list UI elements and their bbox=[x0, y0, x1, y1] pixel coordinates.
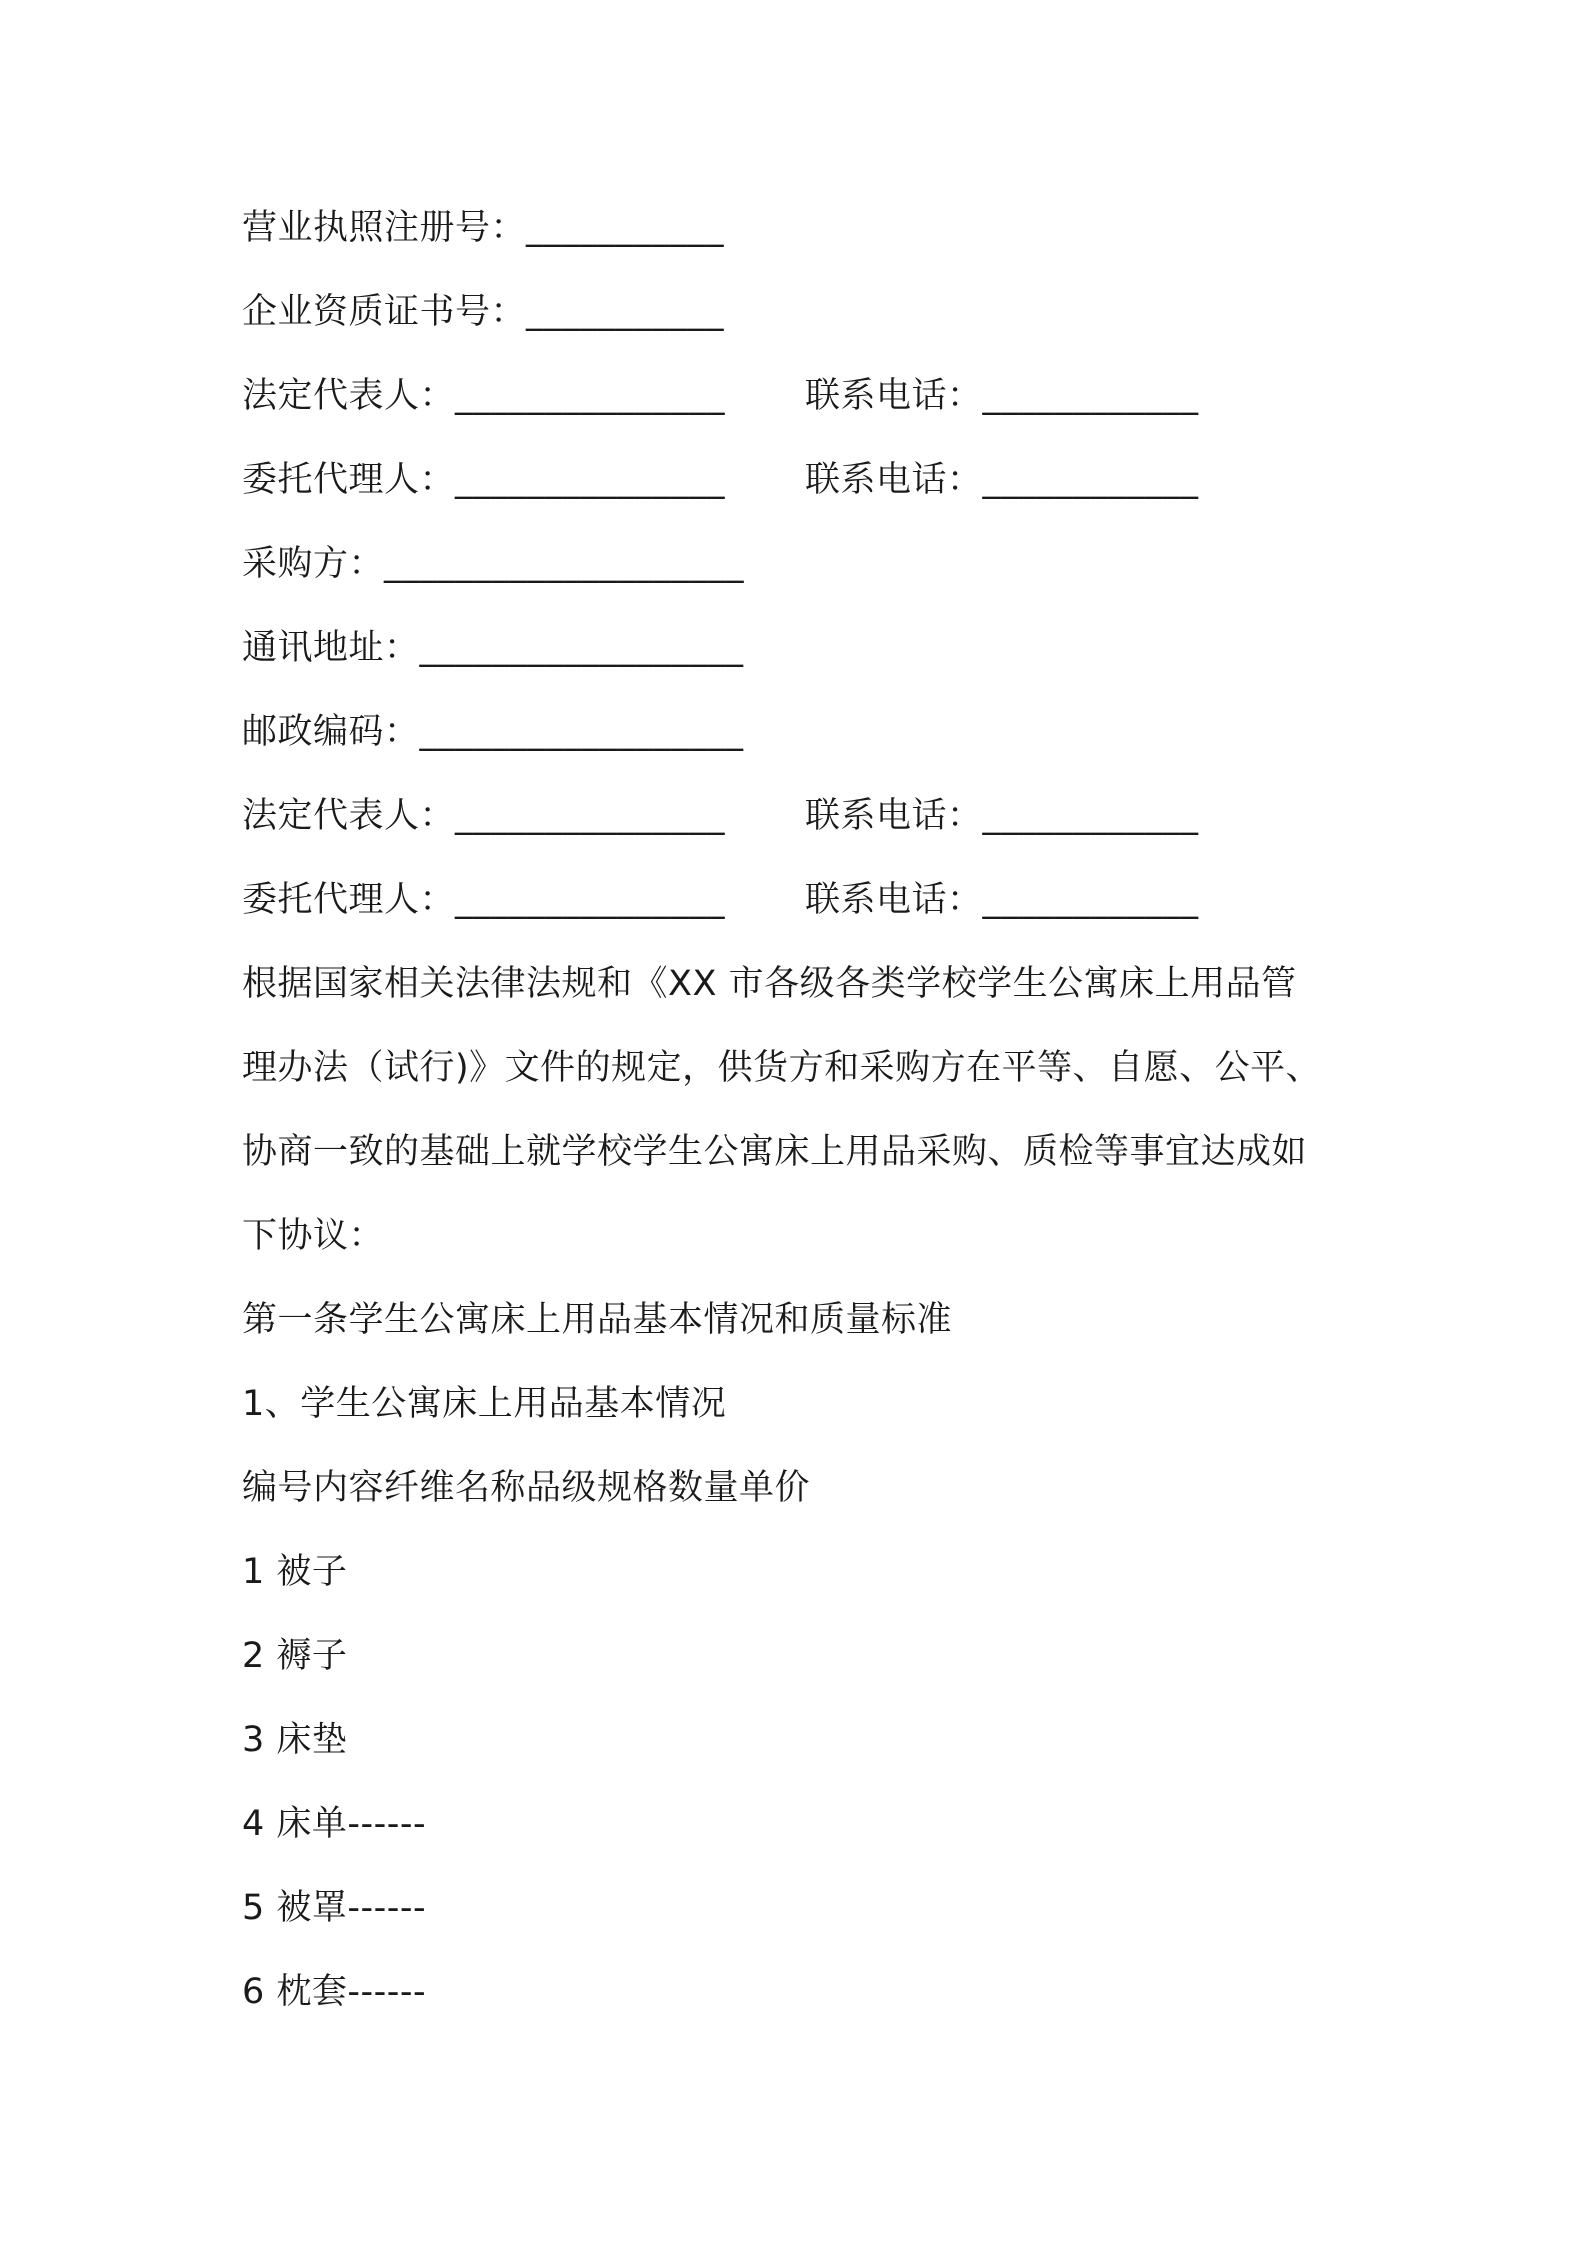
supplier-agent-line: 委托代理人：_______________ bbox=[242, 460, 726, 500]
supplier-legal-rep-phone-line: 联系电话：____________ bbox=[805, 376, 1199, 416]
list-item: 3 床垫 bbox=[242, 1720, 348, 1760]
article-title: 第一条学生公寓床上用品基本情况和质量标准 bbox=[242, 1300, 953, 1340]
agreement-paragraph-line-1: 根据国家相关法律法规和《XX 市各级各类学校学生公寓床上用品管 bbox=[242, 964, 1297, 1004]
list-item: 5 被罩------ bbox=[242, 1888, 427, 1928]
address-line: 通讯地址：__________________ bbox=[242, 628, 744, 668]
section-title: 1、学生公寓床上用品基本情况 bbox=[242, 1384, 727, 1424]
agreement-paragraph-line-2: 理办法（试行)》文件的规定，供货方和采购方在平等、自愿、公平、 bbox=[242, 1048, 1322, 1088]
license-number-line: 营业执照注册号：___________ bbox=[242, 208, 725, 248]
purchaser-agent-phone-line: 联系电话：____________ bbox=[805, 880, 1199, 920]
table-header: 编号内容纤维名称品级规格数量单价 bbox=[242, 1468, 811, 1508]
list-item: 1 被子 bbox=[242, 1552, 348, 1592]
supplier-legal-rep-line: 法定代表人：_______________ bbox=[242, 376, 726, 416]
list-item: 6 枕套------ bbox=[242, 1972, 427, 2012]
purchaser-line: 采购方：____________________ bbox=[242, 544, 745, 584]
postcode-line: 邮政编码：__________________ bbox=[242, 712, 744, 752]
qualification-cert-line: 企业资质证书号：___________ bbox=[242, 292, 725, 332]
agreement-paragraph-line-3: 协商一致的基础上就学校学生公寓床上用品采购、质检等事宜达成如 bbox=[242, 1132, 1308, 1172]
purchaser-agent-line: 委托代理人：_______________ bbox=[242, 880, 726, 920]
agreement-paragraph-line-4: 下协议： bbox=[242, 1216, 385, 1256]
list-item: 2 褥子 bbox=[242, 1636, 348, 1676]
purchaser-legal-rep-line: 法定代表人：_______________ bbox=[242, 796, 726, 836]
purchaser-legal-rep-phone-line: 联系电话：____________ bbox=[805, 796, 1199, 836]
list-item: 4 床单------ bbox=[242, 1804, 427, 1844]
supplier-agent-phone-line: 联系电话：____________ bbox=[805, 460, 1199, 500]
